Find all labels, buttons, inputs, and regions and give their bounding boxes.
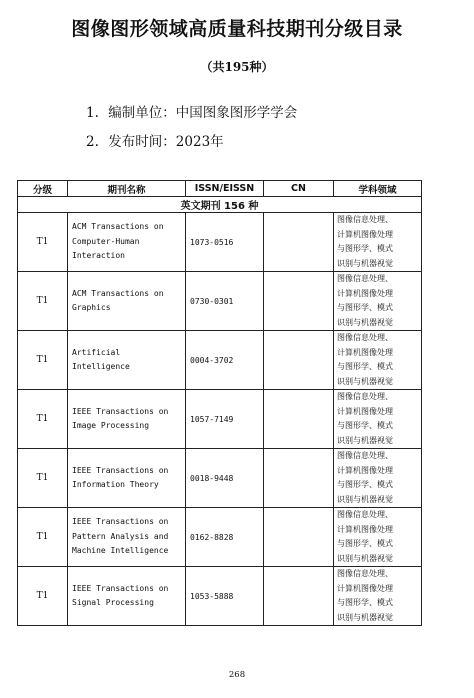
table-header-row (18, 181, 422, 197)
cell-field: 图像信息处理、 计算机图像处理 与图形学、模式 识别与机器视觉 (334, 390, 422, 449)
cell-cn (264, 567, 334, 626)
section-row (18, 197, 422, 213)
cell-journal-name: IEEE Transactions on Pattern Analysis and Machine Intelligence (68, 508, 186, 567)
cell-issn: 1057-7149 (186, 390, 264, 449)
table-row (18, 508, 422, 567)
cell-field: 图像信息处理、 计算机图像处理 与图形学、模式 识别与机器视觉 (334, 567, 422, 626)
cell-grade: T1 (18, 213, 68, 272)
meta-item-number: 1. (86, 105, 99, 121)
cell-issn: 0018-9448 (186, 449, 264, 508)
page-number: 268 (228, 670, 246, 680)
meta-item-text: 编制单位：中国图象图形学学会 (108, 105, 298, 121)
cell-cn (264, 449, 334, 508)
cell-cn (264, 331, 334, 390)
cell-grade: T1 (18, 567, 68, 626)
cell-grade: T1 (18, 390, 68, 449)
header-grade: 分级 (18, 181, 68, 197)
cell-issn: 1073-0516 (186, 213, 264, 272)
cell-field: 图像信息处理、 计算机图像处理 与图形学、模式 识别与机器视觉 (334, 213, 422, 272)
journal-table (17, 180, 422, 626)
document-subtitle: （共195种） (200, 60, 274, 74)
table-row (18, 567, 422, 626)
meta-item-number: 2. (86, 134, 99, 150)
header-cn: CN (264, 181, 334, 197)
cell-journal-name: IEEE Transactions on Image Processing (68, 390, 186, 449)
cell-issn: 1053-5888 (186, 567, 264, 626)
cell-grade: T1 (18, 508, 68, 567)
cell-journal-name: IEEE Transactions on Signal Processing (68, 567, 186, 626)
cell-cn (264, 272, 334, 331)
section-label: 英文期刊 156 种 (18, 197, 422, 213)
header-field: 学科领域 (334, 181, 422, 197)
cell-journal-name: ACM Transactions on Graphics (68, 272, 186, 331)
table-row (18, 331, 422, 390)
table-row (18, 213, 422, 272)
meta-item-text: 发布时间：2023年 (108, 134, 224, 150)
cell-journal-name: ACM Transactions on Computer-Human Interaction (68, 213, 186, 272)
cell-field: 图像信息处理、 计算机图像处理 与图形学、模式 识别与机器视觉 (334, 272, 422, 331)
cell-field: 图像信息处理、 计算机图像处理 与图形学、模式 识别与机器视觉 (334, 331, 422, 390)
cell-grade: T1 (18, 449, 68, 508)
table-row (18, 449, 422, 508)
header-journal-name: 期刊名称 (68, 181, 186, 197)
cell-issn: 0004-3702 (186, 331, 264, 390)
cell-cn (264, 213, 334, 272)
cell-field: 图像信息处理、 计算机图像处理 与图形学、模式 识别与机器视觉 (334, 508, 422, 567)
cell-issn: 0730-0301 (186, 272, 264, 331)
cell-cn (264, 508, 334, 567)
table-row (18, 390, 422, 449)
cell-journal-name: IEEE Transactions on Information Theory (68, 449, 186, 508)
cell-grade: T1 (18, 272, 68, 331)
table-row (18, 272, 422, 331)
cell-grade: T1 (18, 331, 68, 390)
cell-journal-name: Artificial Intelligence (68, 331, 186, 390)
cell-issn: 0162-8828 (186, 508, 264, 567)
meta-item-date (86, 130, 224, 150)
document-title: 图像图形领域高质量科技期刊分级目录 (71, 18, 403, 40)
meta-item-organization (86, 101, 297, 121)
cell-cn (264, 390, 334, 449)
header-issn: ISSN/EISSN (186, 181, 264, 197)
cell-field: 图像信息处理、 计算机图像处理 与图形学、模式 识别与机器视觉 (334, 449, 422, 508)
